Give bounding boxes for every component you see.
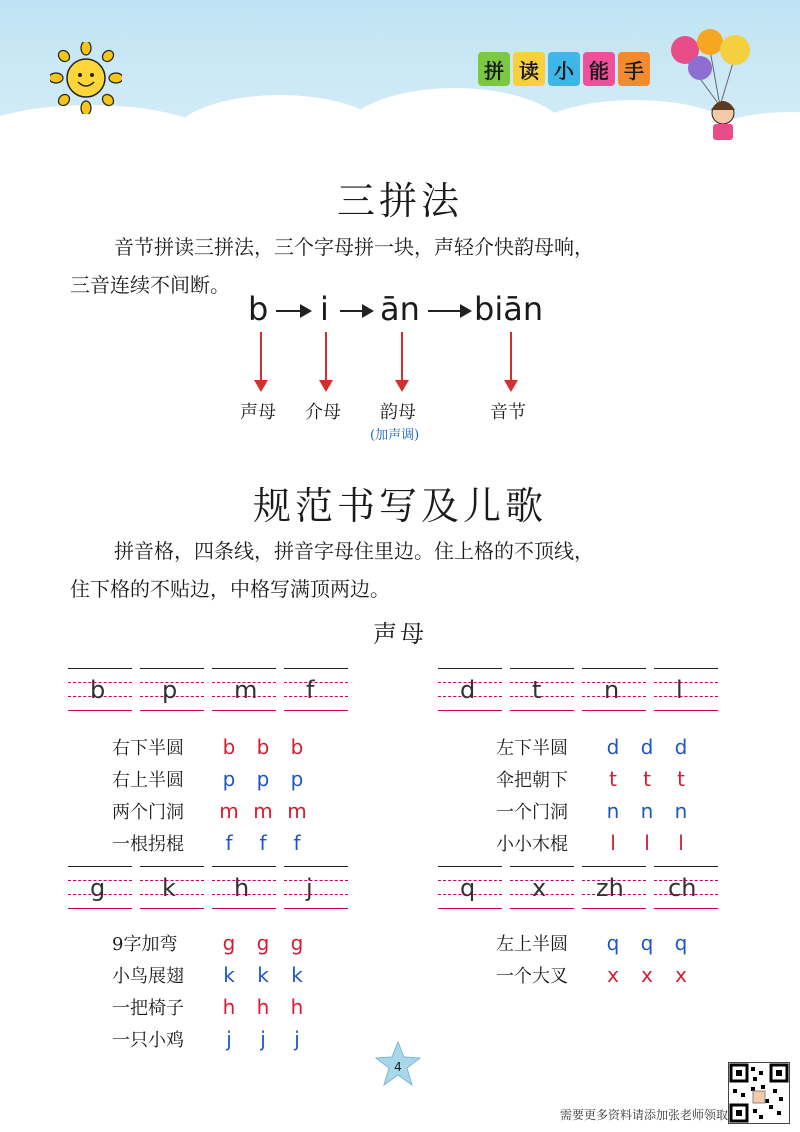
- badge: 拼: [478, 52, 510, 86]
- rhyme-line: 一只小鸡 j j j: [112, 1027, 300, 1051]
- page-number: 4: [394, 1060, 402, 1074]
- pinyin-medial: i: [320, 290, 329, 328]
- rhyme-line: 小鸟展翅 k k k: [112, 963, 303, 987]
- letter: q: [460, 874, 476, 902]
- rhyme-line: 左上半圆 q q q: [496, 931, 688, 955]
- down-arrow-icon: [401, 332, 403, 388]
- pinyin-grid: [582, 866, 646, 908]
- pinyin-grid: [68, 668, 132, 710]
- label-syllable: 音节: [490, 402, 526, 423]
- pinyin-grid: [654, 866, 718, 908]
- pinyin-grid: [654, 668, 718, 710]
- letter: m: [234, 676, 258, 704]
- rhyme-line: 一个门洞 n n n: [496, 799, 688, 823]
- rhyme-paragraph: 拼音格，四条线，拼音字母住里边。住上格的不顶线， 住下格的不贴边，中格写满顶两边。: [70, 539, 594, 601]
- letter: l: [676, 676, 683, 704]
- three-spell-diagram: [248, 290, 568, 340]
- badge: 能: [583, 52, 615, 86]
- star-icon: [374, 1040, 422, 1088]
- label-medial: 介母: [305, 402, 341, 423]
- pinyin-initial: b: [248, 290, 269, 328]
- letter: k: [162, 874, 176, 902]
- badge: 读: [513, 52, 545, 86]
- arrow-right-icon: [428, 310, 470, 312]
- section-title: 规范书写及儿歌: [252, 484, 547, 528]
- rhyme-line: 一根拐棍 f f f: [112, 831, 301, 855]
- letter: j: [306, 874, 313, 902]
- letter: ch: [668, 874, 697, 902]
- letter: b: [90, 676, 106, 704]
- down-arrow-icon: [260, 332, 262, 388]
- pinyin-grid: [212, 866, 276, 908]
- letter: d: [460, 676, 476, 704]
- label-initial: 声母: [240, 402, 276, 423]
- letter: f: [306, 676, 315, 704]
- pinyin-grid: [140, 668, 204, 710]
- pinyin-grid: [438, 866, 502, 908]
- title-badges: [478, 52, 650, 86]
- pinyin-grid: [284, 668, 348, 710]
- arrow-right-icon: [276, 310, 310, 312]
- sun-icon: [50, 42, 122, 114]
- letter: n: [604, 676, 620, 704]
- letter: t: [532, 676, 542, 704]
- balloon-girl-icon: [665, 28, 775, 148]
- pinyin-grid: [212, 668, 276, 710]
- rhyme-line: 左下半圆 d d d: [496, 735, 688, 759]
- label-final: 韵母: [380, 402, 416, 423]
- letter: x: [532, 874, 547, 902]
- pinyin-grid: [284, 866, 348, 908]
- section-title: 三拼法: [336, 179, 463, 223]
- rhyme-line: 两个门洞 m m m: [112, 799, 307, 823]
- rhyme-paragraph: 音节拼读三拼法，三个字母拼一块，声轻介快韵母响， 三音连续不间断。: [70, 235, 594, 297]
- subtitle: 声母: [373, 620, 427, 648]
- letter: zh: [596, 874, 624, 902]
- letter: p: [162, 676, 178, 704]
- rhyme-line: 小小木棍 l l l: [496, 831, 684, 855]
- arrow-right-icon: [340, 310, 372, 312]
- pinyin-grid: [438, 668, 502, 710]
- rhyme-line: 右下半圆 b b b: [112, 735, 304, 759]
- pinyin-grid: [140, 866, 204, 908]
- rhyme-line: 9字加弯 g g g: [112, 931, 304, 955]
- rhyme-line: 伞把朝下 t t t: [496, 767, 685, 791]
- pinyin-grid: [510, 866, 574, 908]
- pinyin-grid: [68, 866, 132, 908]
- pinyin-syllable: biān: [474, 290, 544, 328]
- label-tone-note: (加声调): [370, 428, 420, 443]
- badge: 手: [618, 52, 650, 86]
- pinyin-grid: [510, 668, 574, 710]
- rhyme-line: 一把椅子 h h h: [112, 995, 304, 1019]
- footer-note: 需要更多资料请添加张老师领取: [560, 1108, 729, 1122]
- pinyin-grid: [582, 668, 646, 710]
- down-arrow-icon: [510, 332, 512, 388]
- down-arrow-icon: [325, 332, 327, 388]
- rhyme-line: 右上半圆 p p p: [112, 767, 304, 791]
- badge: 小: [548, 52, 580, 86]
- rhyme-line: 一个大叉 x x x: [496, 963, 687, 987]
- pinyin-final: ān: [380, 290, 420, 328]
- letter: g: [90, 874, 106, 902]
- qr-code: [728, 1062, 790, 1124]
- letter: h: [234, 874, 250, 902]
